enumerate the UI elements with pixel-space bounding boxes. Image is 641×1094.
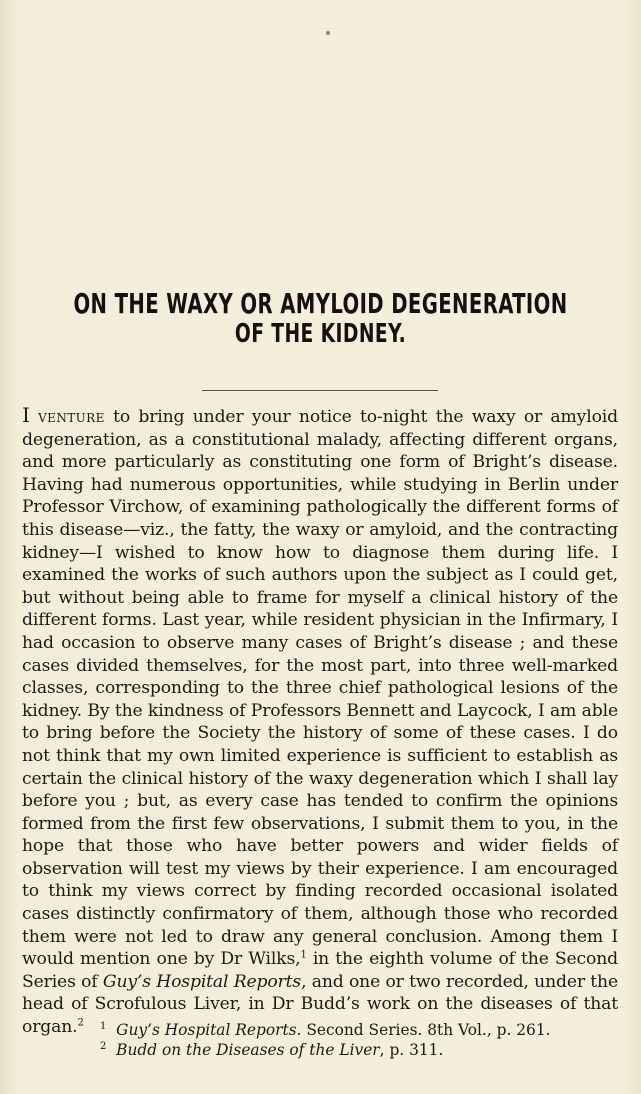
dropcap: I (22, 403, 30, 427)
title-line-1: ON THE WAXY OR AMYLOID DEGENERATION (73, 287, 568, 320)
footnote-num: 2 (100, 1040, 107, 1052)
lead-word: venture (38, 407, 105, 427)
body-text-1: to bring under your notice to-night the waxy or amyloid degeneration, as a constitutional malady, affecting different organs, and more particularly as constituting one form of Bright’s disease. Having had numerous opportunities, while studying in Berlin under Professor Virchow, of examining pathologically the different forms of this disease—viz., the fatty, the waxy or amyloid, and the contracting kidney—I wished to know how to diagnose them during life. I examined the works of such authors upon the subject as I could get, but without being able to frame for myself a clinical history of the different forms. Last year, while resident physician in the Infirmary, I had occasion to observe many cases of Bright’s disease ; and these cases divided themselves, for the most part, into three well-marked classes, corresponding to the three chief pathological lesions of the kidney. By the kindness of Professors Bennett and Laycock, I am able to bring before the Society the history of some of these cases. I do not think that my own limited experience is sufficient to establish as certain the clinical history of the waxy degeneration which I shall lay before you ; but, as every case has tended to confirm the opinions formed from the first few observations, I submit them to you, in the hope that those who have better powers and wider fields of observation will test my views by their experience. I am encouraged to think my views correct by finding recorded occasional isolated cases distinctly confirmatory of them, although those who recorded them were not led to draw any general conclusion. Among them I would mention one by Dr Wilks, (22, 407, 618, 970)
footnote-1 (20, 1020, 620, 1040)
footnote-2 (20, 1040, 620, 1060)
title-line-2: OF THE KIDNEY. (234, 319, 407, 349)
paper-speck (326, 31, 330, 35)
body-text-2: in the eighth volume of the Second Series of (22, 949, 618, 992)
journal-title: Guy’s Hospital Reports (102, 971, 302, 992)
footnote-num: 1 (100, 1020, 107, 1032)
footnote-text: , p. 311. (379, 1041, 444, 1059)
body-paragraph (22, 404, 618, 1039)
body-text-3: , and one or two recorded, under the head of Scrofulous Liver, in Dr Budd’s work on the diseases of that organ. (22, 971, 619, 1038)
footnotes (20, 1020, 620, 1060)
footnote-italic: Guy’s Hospital Reports. (116, 1021, 302, 1039)
footnote-ref-1: 1 (300, 949, 307, 961)
footnote-text: Second Series. 8th Vol., p. 261. (301, 1021, 551, 1039)
title-rule (202, 390, 438, 391)
footnote-italic: Budd on the Diseases of the Liver (116, 1041, 380, 1059)
footnote-ref-2: 2 (77, 1017, 84, 1029)
